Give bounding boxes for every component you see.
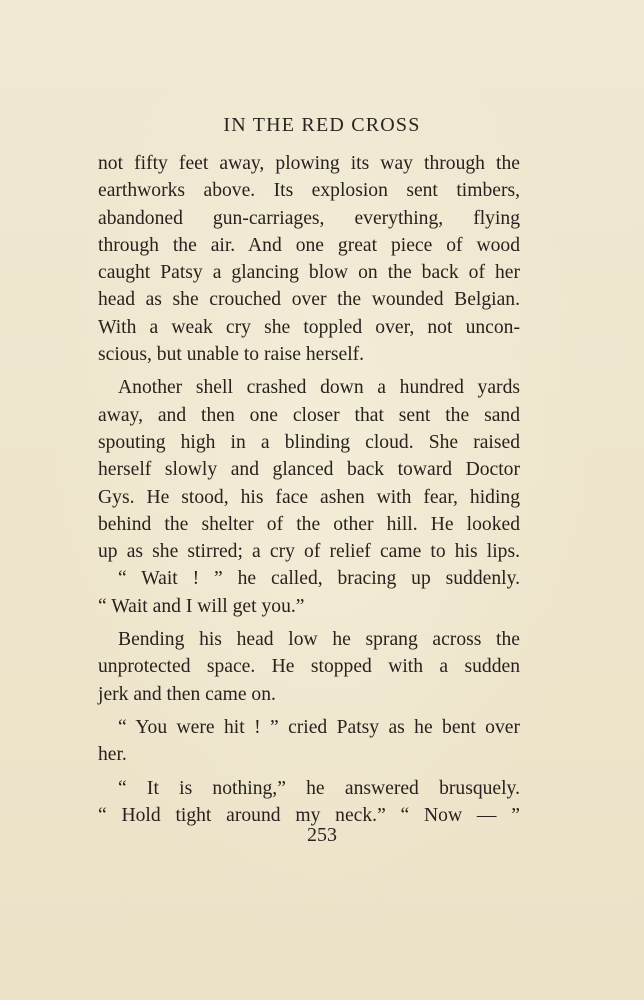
running-header: IN THE RED CROSS xyxy=(223,114,421,136)
text-line: “ Wait and I will get you.” xyxy=(98,595,305,617)
text-line: up as she stirred; a cry of relief came to his lips. xyxy=(98,541,520,563)
text-line: head as she crouched over the wounded Belgian. xyxy=(98,289,520,311)
text-line: her. xyxy=(98,744,127,766)
text-line: abandoned gun-carriages, everything, flying xyxy=(98,207,520,229)
text-line: Gys. He stood, his face ashen with fear, hiding xyxy=(98,486,520,508)
page-number: 253 xyxy=(307,824,337,846)
text-line: herself slowly and glanced back toward Doctor xyxy=(98,459,520,481)
text-line: through the air. And one great piece of wood xyxy=(98,234,520,256)
text-line: “ You were hit ! ” cried Patsy as he bent over xyxy=(118,716,520,738)
text-line: Another shell crashed down a hundred yards xyxy=(118,377,520,399)
text-line: away, and then one closer that sent the sand xyxy=(98,404,520,426)
text-line: Bending his head low he sprang across the xyxy=(118,629,520,651)
text-line: caught Patsy a glancing blow on the back of her xyxy=(98,262,520,284)
text-line: jerk and then came on. xyxy=(98,683,276,705)
text-line: spouting high in a blinding cloud. She raised xyxy=(98,431,520,453)
text-line: not fifty feet away, plowing its way through the xyxy=(98,153,520,174)
body-text xyxy=(98,150,520,829)
text-line: behind the shelter of the other hill. He looked xyxy=(98,513,520,535)
text-line: scious, but unable to raise herself. xyxy=(98,344,365,366)
text-line: “ Wait ! ” he called, bracing up suddenly. xyxy=(118,568,520,590)
text-line: unprotected space. He stopped with a sudden xyxy=(98,656,520,678)
text-line: With a weak cry she toppled over, not uncon- xyxy=(98,316,520,338)
text-line: earthworks above. Its explosion sent timbers, xyxy=(98,180,520,202)
text-line: “ Hold tight around my neck.” “ Now — ” xyxy=(98,804,520,826)
text-line: “ It is nothing,” he answered brusquely. xyxy=(118,777,520,799)
